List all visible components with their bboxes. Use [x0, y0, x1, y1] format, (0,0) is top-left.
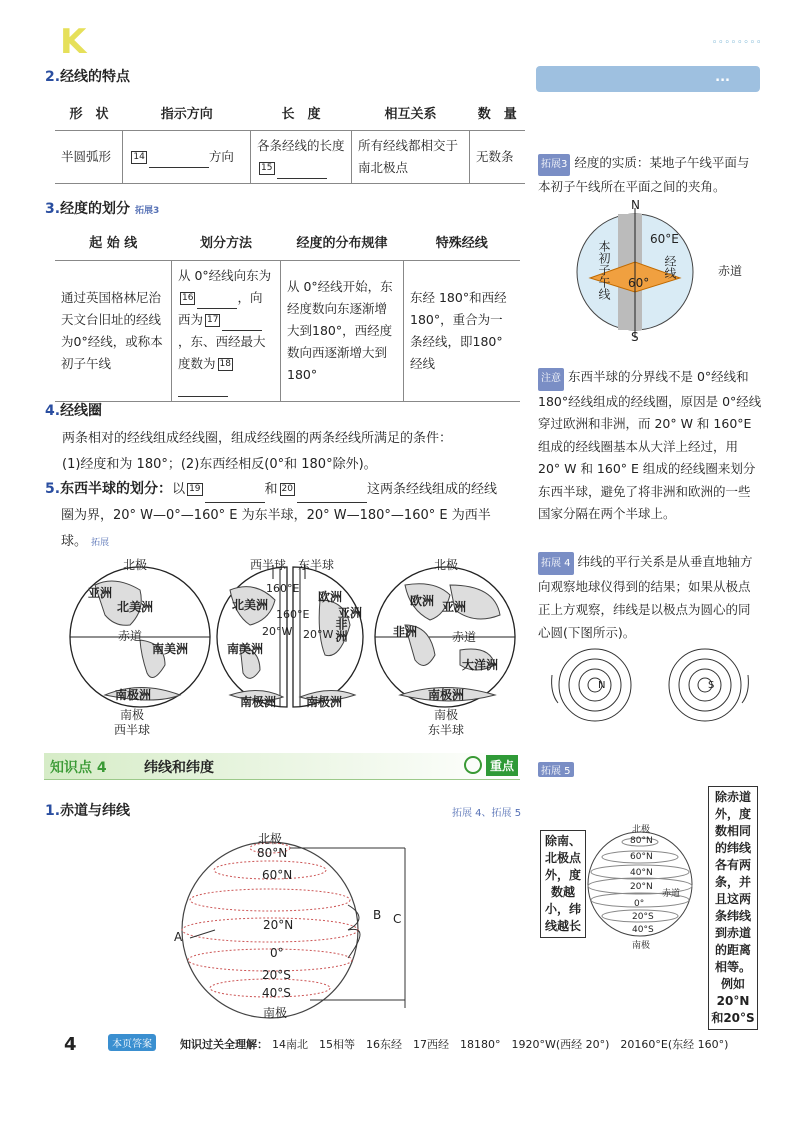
- diag-label: 经线: [663, 255, 677, 279]
- cell: 东经 180°和西经 180°，重合为一条经线，即180°经线: [404, 260, 521, 401]
- globe-label: 非洲: [393, 625, 418, 639]
- corner-k-logo: K: [60, 22, 87, 62]
- globe-label: 南极洲: [240, 695, 277, 709]
- globe-label: 亚洲: [338, 606, 363, 620]
- sub-1-heading: 1.赤道与纬线: [45, 803, 131, 819]
- mini-label: 60°N: [630, 852, 653, 862]
- globe-label: 北极: [123, 558, 148, 572]
- lat-label: 80°N: [257, 846, 288, 860]
- lat-label: A: [174, 930, 183, 944]
- link-ext4-5[interactable]: 拓展 4、拓展 5: [452, 808, 522, 819]
- section-3-heading: 3.经度的划分 拓展3: [45, 201, 160, 217]
- cell: 半圆弧形: [55, 131, 123, 184]
- target-icon: [464, 756, 482, 774]
- diag-label: 赤道: [718, 264, 743, 278]
- longitude-essence-diagram: [570, 200, 710, 345]
- answer-label: 知识过关全理解：: [180, 1038, 268, 1051]
- diag-label: 60°E: [650, 232, 679, 246]
- cell: 从 0°经线开始，东经度数向东逐渐增大到180°，西经度数向西逐渐增大到180°: [281, 260, 404, 401]
- tip-ext4: 拓展 4 纬线的平行关系是从垂直地轴方向观察地球仪得到的结果；如果从极点正上方观察，纬线是以极点为圆心的同心圆(下图所示)。: [538, 554, 753, 640]
- col-header: 数 量: [477, 107, 517, 122]
- col-header: 指示方向: [160, 107, 213, 122]
- globe-label: 南美洲: [227, 642, 264, 656]
- mini-label: 40°S: [632, 925, 654, 935]
- circle-label-n: N: [598, 680, 606, 691]
- circle-label-s: S: [708, 680, 715, 691]
- lat-label: B: [373, 908, 382, 922]
- globe-label: 亚洲: [442, 600, 467, 614]
- mini-label: 南极: [632, 941, 651, 951]
- concentric-circles: [540, 645, 760, 725]
- latitude-globe: [160, 830, 420, 1030]
- answers: 14南北 15相等 16东经 17西经 18180° 1920°W(西经 20°) 20160°E(东经 160°): [272, 1038, 729, 1051]
- globe-label: 20°W: [303, 628, 334, 641]
- section-4-text: 两条相对的经线组成经线圈，组成经线圈的两条经线所满足的条件： (1)经度和为 180°；(2)东西经相反(0°和 180°除外)。: [62, 431, 453, 472]
- globe-label: 赤道: [118, 629, 143, 643]
- mini-label: 40°N: [630, 868, 653, 878]
- globe-label: 亚洲: [88, 586, 113, 600]
- lat-label: C: [393, 912, 402, 926]
- cell: 无数条: [470, 131, 525, 184]
- diag-label: N: [631, 198, 640, 212]
- tip-ext5: 拓展 5: [538, 762, 578, 777]
- globe-label: 欧洲: [410, 594, 435, 608]
- section-2-heading: 2.经线的特点: [45, 69, 131, 85]
- globe-label: 南美洲: [152, 642, 189, 656]
- mini-label: 赤道: [662, 889, 681, 899]
- link-ext3[interactable]: 拓展3: [134, 206, 160, 216]
- mini-label: 0°: [634, 899, 645, 909]
- globe-label: 南极洲: [306, 695, 343, 709]
- lat-label: 20°S: [262, 968, 291, 982]
- col-header: 长 度: [281, 107, 321, 122]
- globe-label: 东半球: [298, 558, 335, 572]
- cell: 通过英国格林尼治天文台旧址的经线为0°经线，或称本初子午线: [55, 260, 172, 401]
- cell: 从 0°经线向东为16 ，向西为 17，东、西经最大度数为 18: [172, 260, 281, 401]
- top-dots: ◦◦◦◦◦◦◦◦: [712, 38, 763, 48]
- col-header: 形 状: [69, 107, 109, 122]
- mini-latitude-globe: [580, 824, 710, 944]
- lat-label: 北极: [258, 832, 283, 846]
- knowledge-point-bar: [44, 753, 520, 780]
- globe-label: 北极: [434, 558, 459, 572]
- link-ext[interactable]: 拓展: [91, 538, 110, 548]
- cell: 14 方向: [123, 131, 251, 184]
- key-badge: 重点: [486, 755, 518, 776]
- section-5-text: 5.东西半球的划分：以 19 和 20 这两条经线组成的经线 圈为界，20° W—0°—160° E 为东半球，20° W—180°—160° E 为西半 球。 拓展: [45, 481, 498, 549]
- tip-note: 注意 东西半球的分界线不是 0°经线和 180°经线组成的经线圈，原因是 0°经线穿过欧洲和非洲，而 20° W 和 160°E 组成的经线圈基本从大洋上经过，用 20° W 和 160° E 组成的经线圈来划分东西半球，避免了将非洲和欧洲的一些国家分隔在两个半球上。: [538, 369, 762, 521]
- col-header: 起 始 线: [89, 235, 138, 251]
- lat-label: 40°S: [262, 986, 291, 1000]
- kp-label: 知识点 4: [50, 760, 107, 776]
- globe-label: 大洋洲: [462, 658, 499, 672]
- box-left: 除南、北极点外，度数越小，纬线越长: [540, 830, 586, 938]
- globe-label: 非洲: [334, 618, 348, 642]
- globe-label: 南极洲: [115, 688, 152, 702]
- globe-label: 160°E: [266, 582, 300, 595]
- globe-label: 南极洲: [428, 688, 465, 702]
- table-longitude-division: [55, 228, 520, 402]
- right-banner: ...: [536, 66, 760, 92]
- lat-label: 0°: [270, 946, 284, 960]
- box-right: 除赤道外，度数相同的纬线各有两条，并且这两条纬线到赤道的距离相等。例如20°N和20°S: [708, 786, 758, 1030]
- cell: 各条经线的长度15: [251, 131, 352, 184]
- col-header: 相互关系: [384, 107, 437, 122]
- lat-label: 南极: [263, 1006, 288, 1020]
- globe-label: 东半球: [428, 723, 465, 737]
- diag-label: 60°: [628, 276, 650, 290]
- col-header: 特殊经线: [435, 235, 488, 251]
- globe-label: 赤道: [452, 630, 477, 644]
- diag-label: S: [631, 330, 639, 344]
- hemisphere-globes: [55, 555, 525, 735]
- globe-label: 20°W: [262, 625, 293, 638]
- globe-label: 北美洲: [232, 598, 269, 612]
- globe-label: 西半球: [250, 558, 287, 572]
- answer-box: 本页答案: [108, 1034, 156, 1051]
- globe-label: 北美洲: [117, 600, 154, 614]
- tip-ext3: 拓展3 经度的实质：某地子午线平面与本初子午线所在平面之间的夹角。: [538, 155, 750, 194]
- mini-label: 北极: [632, 825, 651, 835]
- kp-title: 纬线和纬度: [144, 760, 214, 776]
- globe-label: 欧洲: [318, 590, 343, 604]
- cell: 所有经线都相交于南北极点: [352, 131, 470, 184]
- table-longitude-features: [55, 100, 525, 184]
- globe-label: 160°E: [276, 608, 310, 621]
- footer: [30, 1032, 770, 1056]
- col-header: 经度的分布规律: [296, 235, 388, 251]
- mini-label: 80°N: [630, 836, 653, 846]
- page-number: 4: [64, 1034, 77, 1055]
- lat-label: 20°N: [263, 918, 294, 932]
- globe-label: 南极: [120, 708, 145, 722]
- globe-label: 南极: [434, 708, 459, 722]
- globe-label: 西半球: [114, 723, 151, 737]
- mini-label: 20°N: [630, 882, 653, 892]
- section-4-heading: 4.经线圈: [45, 403, 103, 419]
- lat-label: 60°N: [262, 868, 293, 882]
- diag-label: 本初子午线: [597, 240, 611, 300]
- mini-label: 20°S: [632, 912, 654, 922]
- col-header: 划分方法: [199, 235, 252, 251]
